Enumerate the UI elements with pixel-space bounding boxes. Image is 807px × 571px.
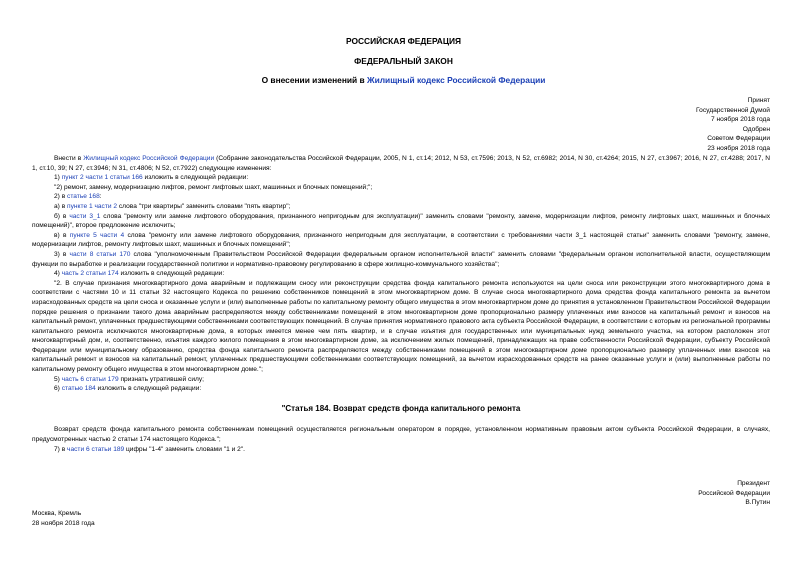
- place-date: 28 ноября 2018 года: [32, 519, 95, 527]
- text: изложить в следующей редакции:: [95, 385, 202, 393]
- text: признать утратившей силу;: [118, 375, 205, 383]
- article-184-text: Возврат средств фонда капитального ремонта собственникам помещений осуществляется региональным оператором в порядке, установленном нормативным правовым актом субъекта Российской Федерации, в случаях, предусмотренных частью 2 статьи 174 настоящего Кодекса.";: [32, 426, 770, 444]
- item-2b: [32, 212, 770, 231]
- text: цифры "1-4" заменить словами "1 и 2".: [124, 445, 245, 453]
- item-2c: [32, 231, 770, 250]
- text: слова "ремонту или замене лифтового оборудования, признанного непригодным для эксплуатации, в соответствии с требованиями части 3_1 настоящей статьи" заменить словами "ремонту, замене, модернизации лифтов, ремонту лифтовых шахт, машинных и блочных помещений";: [32, 231, 770, 249]
- text: б) в: [54, 212, 70, 220]
- item-3: [32, 250, 770, 269]
- law-title: [0, 76, 807, 86]
- place-city: Москва, Кремль: [32, 510, 82, 517]
- signature-line: В.Путин: [745, 499, 770, 507]
- item-1-quote: "2) ремонт, замену, модернизацию лифтов, ремонт лифтовых шахт, машинных и блочных помещений;";: [54, 183, 373, 191]
- intro-paragraph: [32, 154, 770, 173]
- text: 5): [54, 375, 62, 383]
- law-title-link[interactable]: Жилищный кодекс Российской Федерации: [367, 75, 546, 85]
- law-title-prefix: О внесении изменений в: [261, 75, 368, 85]
- adoption-line: Советом Федерации: [707, 135, 770, 143]
- item-7-link[interactable]: части 6 статьи 189: [67, 445, 125, 453]
- text: изложить в следующей редакции:: [142, 174, 249, 182]
- text: :: [99, 193, 102, 201]
- text: в) в: [54, 231, 70, 239]
- text: изложить в следующей редакции:: [118, 270, 225, 278]
- item-4-link[interactable]: часть 2 статьи 174: [61, 270, 119, 278]
- item-6: [32, 384, 770, 394]
- text: 7) в: [54, 445, 68, 453]
- text: 4): [54, 270, 62, 278]
- signature-block: [570, 479, 770, 508]
- adoption-line: 7 ноября 2018 года: [711, 116, 770, 124]
- item-4-quote: "2. В случае признания многоквартирного дома аварийным и подлежащим сносу или реконструкции средства фонда капитального ремонта используются на цели сноса или реконструкции этого многоквартирного дома в соответствии с частями 10 и 11 статьи 32 настоящего Кодекса по решению собственников помещений в этом многоквартирном доме. В случае сноса многоквартирного дома средства фонда капитального ремонта за вычетом израсходованных средств на цели сноса и оказанные услуги и (или) выполненные работы по капитальному ремонту общего имущества в этом многоквартирном доме до принятия в установленном Правительством Российской Федерации порядке решения о признании такого дома аварийным распределяются между собственниками помещений в этом многоквартирном доме пропорционально размеру уплаченных ими взносов на капитальный ремонт и взносов на капитальный ремонт, уплаченных предшествующими собственниками соответствующих помещений. В случае принятия нормативного правового акта субъекта Российской Федерации, в соответствии с которым из региональной программы капитального ремонта исключаются многоквартирные дома, в которых имеется менее чем пять квартир, и в случае изъятия для государственных или муниципальных нужд земельного участка, на котором расположен этот многоквартирный дом, и, соответственно, изъятия каждого жилого помещения в этом многоквартирном доме, за исключением жилых помещений, принадлежащих на праве собственности Российской Федерации, субъекту Российской Федерации или муниципальному образованию, средства фонда капитального ремонта распределяются между собственниками помещений в этом многоквартирном доме пропорционально размеру уплаченных ими взносов на капитальный ремонт и взносов на капитальный ремонт, уплаченных предшествующими собственниками соответствующих помещений, за вычетом израсходованных средств на ранее оказанные услуги и (или) выполненные работы по капитальному ремонту общего имущества в этом многоквартирном доме.";: [32, 279, 770, 374]
- text: (Собрание законодательства Российской Федерации, 2005, N 1, ст.14; 2012, N 53, ст.7596; 2013, N 52, ст.6982; 2014, N 30, ст.4264; 2015, N 27, ст.3967; 2016, N 27, ст.4288; 2017, N 1, ст.10, 39; N 27, ст.3946; N 31, ст.4806; N 52, ст.7922) следующие изменения:: [32, 155, 770, 172]
- item-2a-link[interactable]: пункте 1 части 2: [67, 202, 118, 210]
- item-3-link[interactable]: части 8 статьи 170: [69, 250, 131, 258]
- text: 1): [54, 174, 62, 182]
- text: слова "уполномоченным Правительством Российской Федерации федеральным органом исполнительной власти" заменить словами "федеральным органом исполнительной власти, осуществляющим функции по выработке и реализации государственной политики и нормативно-правовому регулированию в сфере жилищно-коммунального хозяйства";: [32, 250, 771, 268]
- text: 2) в: [54, 193, 68, 201]
- item-2b-link[interactable]: части 3_1: [69, 212, 101, 220]
- text: 3) в: [54, 250, 70, 258]
- item-4: [32, 269, 770, 279]
- item-2a: [32, 202, 770, 212]
- article-184-title: "Статья 184. Возврат средств фонда капитального ремонта: [281, 403, 521, 413]
- item-1: [32, 173, 770, 183]
- signature-line: Президент: [737, 480, 770, 487]
- adoption-block: [570, 96, 770, 154]
- law-body: [32, 154, 770, 454]
- item-2: [32, 192, 770, 202]
- text: Внести в: [54, 155, 84, 162]
- adoption-line: Принят: [747, 97, 770, 104]
- place-date-block: [32, 509, 95, 528]
- item-6-link[interactable]: статью 184: [61, 385, 96, 393]
- text: 6): [54, 385, 62, 393]
- text: слова "ремонту или замене лифтового оборудования, признанного непригодным для эксплуатации)" заменить словами "ремонту, замене, модернизации лифтов, ремонту лифтовых шахт, машинных и блочных помещений)", второе предложение исключить;: [32, 212, 770, 230]
- item-2c-link[interactable]: пункте 5 части 4: [69, 231, 125, 239]
- text: а) в: [54, 202, 68, 210]
- adoption-line: Одобрен: [742, 125, 770, 133]
- item-2-link[interactable]: статье 168: [67, 193, 100, 201]
- item-7: [32, 445, 770, 455]
- code-link[interactable]: Жилищный кодекс Российской Федерации: [83, 155, 215, 162]
- country-heading: РОССИЙСКАЯ ФЕДЕРАЦИЯ: [345, 36, 462, 46]
- signature-line: Российской Федерации: [698, 489, 770, 497]
- doc-type-heading: ФЕДЕРАЛЬНЫЙ ЗАКОН: [354, 56, 453, 66]
- item-5-link[interactable]: часть 6 статьи 179: [61, 375, 119, 383]
- item-1-link[interactable]: пункт 2 части 1 статьи 166: [61, 174, 143, 182]
- text: слова "три квартиры" заменить словами "пять квартир";: [117, 202, 291, 210]
- item-5: [32, 375, 770, 385]
- adoption-line: Государственной Думой: [696, 106, 770, 114]
- adoption-line: 23 ноября 2018 года: [707, 144, 770, 152]
